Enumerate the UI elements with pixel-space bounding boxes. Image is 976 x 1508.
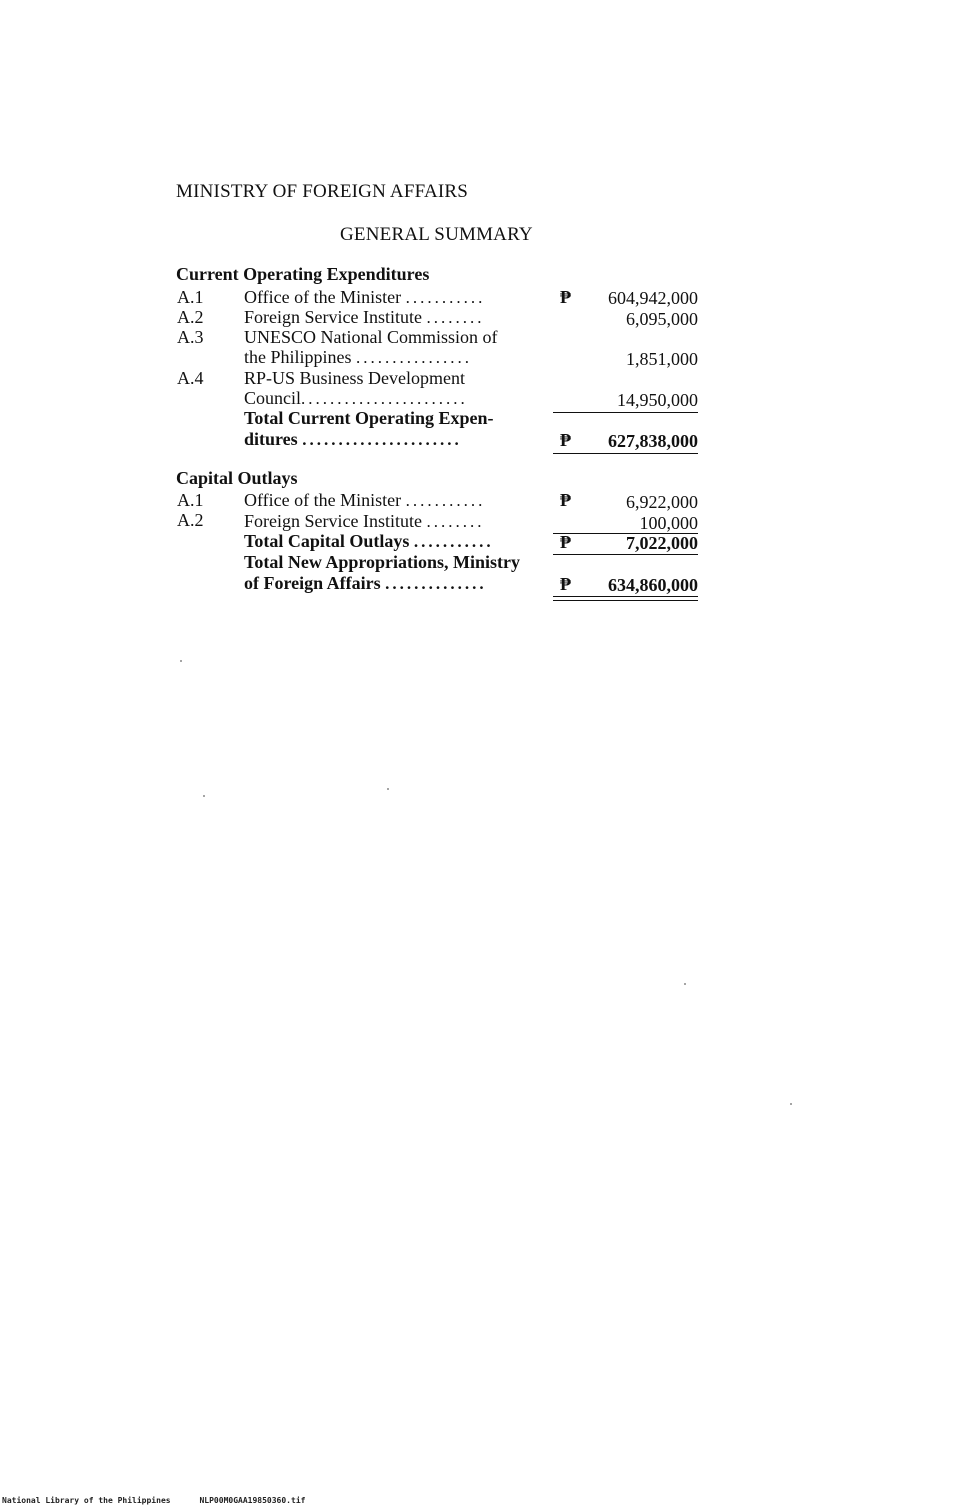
leader-dots: ........... [405, 288, 486, 307]
grand-total-rule-top [553, 596, 698, 597]
total-label: Total Current Operating Expen- [244, 408, 494, 428]
item-code: A.1 [177, 490, 204, 510]
total-label [244, 429, 548, 450]
summary-title: GENERAL SUMMARY [340, 224, 533, 245]
item-label-text: Council [244, 388, 301, 408]
item-label [244, 490, 548, 511]
grand-total-rule-bottom [553, 600, 698, 601]
item-label-text: Foreign Service Institute [244, 307, 422, 327]
scan-speck [684, 983, 686, 985]
peso-sign: ₱ [560, 287, 571, 307]
peso-sign: ₱ [560, 532, 571, 552]
leader-dots: ........... [405, 491, 486, 510]
scan-speck [180, 660, 182, 662]
item-code: A.2 [177, 307, 204, 327]
item-code: A.4 [177, 368, 204, 388]
item-amount: 6,095,000 [626, 309, 698, 329]
leader-dots: ...................... [302, 430, 462, 449]
total-amount: 7,022,000 [626, 533, 698, 553]
item-label-text: Office of the Minister [244, 490, 402, 510]
item-code: A.2 [177, 510, 204, 530]
leader-dots: .............. [385, 574, 487, 593]
item-label [244, 347, 548, 368]
item-label: UNESCO National Commission of [244, 327, 498, 347]
item-label [244, 388, 548, 409]
library-name: National Library of the Philippines [2, 1496, 171, 1505]
peso-sign: ₱ [560, 574, 571, 594]
item-label-text: the Philippines [244, 347, 352, 367]
item-amount: 1,851,000 [626, 349, 698, 369]
grand-total-label-text: of Foreign Affairs [244, 573, 381, 593]
scan-speck [387, 788, 389, 790]
leader-dots: ....................... [301, 389, 468, 408]
item-code: A.1 [177, 287, 204, 307]
item-code: A.3 [177, 327, 204, 347]
item-amount: 100,000 [639, 513, 698, 533]
scan-speck [203, 795, 205, 797]
grand-total-amount: 634,860,000 [608, 575, 698, 595]
leader-dots: ........ [426, 308, 485, 327]
subtotal-rule [553, 412, 698, 413]
scan-footer [2, 1496, 305, 1505]
grand-total-label [244, 573, 548, 594]
total-label-text: ditures [244, 429, 298, 449]
leader-dots: ........... [413, 532, 494, 551]
leader-dots: ........ [426, 512, 485, 531]
file-id: NLP00M0GAA19850360.tif [199, 1496, 306, 1505]
peso-sign: ₱ [560, 430, 571, 450]
item-amount: 14,950,000 [617, 390, 698, 410]
item-label: RP-US Business Development [244, 368, 466, 388]
item-label-text: Foreign Service Institute [244, 511, 422, 531]
total-amount: 627,838,000 [608, 431, 698, 451]
item-amount: 604,942,000 [608, 288, 698, 308]
item-label-text: Office of the Minister [244, 287, 402, 307]
total-rule [553, 554, 698, 555]
section-heading-current-operating: Current Operating Expenditures [176, 264, 430, 284]
item-label [244, 287, 548, 308]
leader-dots: ................ [356, 348, 472, 367]
ministry-title: MINISTRY OF FOREIGN AFFAIRS [176, 181, 469, 202]
scan-speck [790, 1103, 792, 1105]
total-label [244, 531, 548, 552]
item-label [244, 511, 548, 532]
item-amount: 6,922,000 [626, 492, 698, 512]
total-rule [553, 453, 698, 454]
peso-sign: ₱ [560, 490, 571, 510]
section-heading-capital-outlays: Capital Outlays [176, 468, 298, 488]
total-label-text: Total Capital Outlays [244, 531, 410, 551]
grand-total-label: Total New Appropriations, Ministry [244, 552, 521, 572]
item-label [244, 307, 548, 328]
